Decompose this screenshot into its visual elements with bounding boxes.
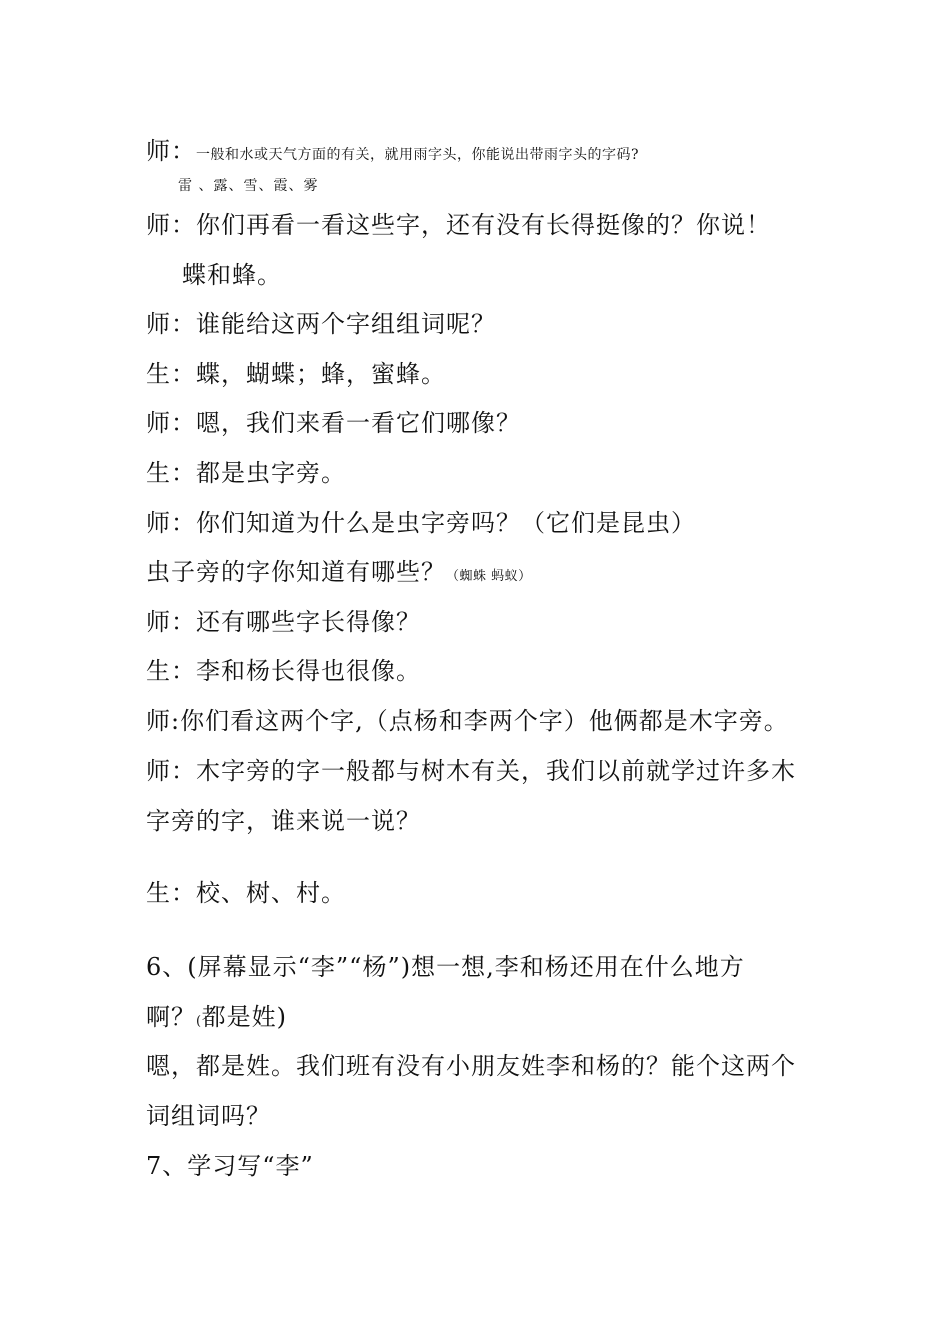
line-text: 一般和水或天气方面的有关，就用雨字头，你能说出带雨字头的字码? bbox=[196, 147, 640, 163]
text-line-13: 师:你们看这两个字,（点杨和李两个字）他俩都是木字旁。 bbox=[146, 707, 789, 735]
line-text: 虫子旁的字你知道有哪些？ bbox=[146, 558, 446, 586]
text-line-2: 雷 、露、雪、霞、雾 bbox=[178, 178, 319, 194]
text-line-19: 嗯，都是姓。我们班有没有小朋友姓李和杨的？能个这两个 bbox=[146, 1052, 796, 1080]
text-line-11: 师：还有哪些字长得像？ bbox=[146, 608, 421, 636]
line-text: 啊？ bbox=[146, 1003, 196, 1031]
text-line-6: 生：蝶，蝴蝶；蜂，蜜蜂。 bbox=[146, 360, 446, 388]
text-line-10 bbox=[146, 557, 532, 592]
text-line-16: 生：校、树、村。 bbox=[146, 879, 346, 907]
text-line-14: 师：木字旁的字一般都与树木有关，我们以前就学过许多木 bbox=[146, 757, 796, 785]
line-tail: 都是姓) bbox=[201, 1003, 287, 1031]
line-note: （蜘蛛 蚂蚁） bbox=[446, 569, 532, 584]
text-line-1 bbox=[146, 136, 639, 170]
text-line-18 bbox=[146, 1002, 287, 1037]
text-line-5: 师：谁能给这两个字组组词呢？ bbox=[146, 310, 496, 338]
text-line-8: 生：都是虫字旁。 bbox=[146, 459, 346, 487]
text-line-12: 生：李和杨长得也很像。 bbox=[146, 657, 421, 685]
text-line-17: 6、(屏幕显示“李”“杨”)想一想,李和杨还用在什么地方 bbox=[146, 953, 745, 981]
text-line-9: 师：你们知道为什么是虫字旁吗？（它们是昆虫） bbox=[146, 509, 696, 537]
speaker-label: 师： bbox=[146, 137, 196, 165]
text-line-3: 师：你们再看一看这些字，还有没有长得挺像的？你说！ bbox=[146, 211, 771, 239]
text-line-15: 字旁的字，谁来说一说？ bbox=[146, 807, 421, 835]
text-line-7: 师：嗯，我们来看一看它们哪像？ bbox=[146, 409, 521, 437]
text-line-20: 词组词吗？ bbox=[146, 1102, 271, 1130]
text-line-4: 蝶和蜂。 bbox=[182, 261, 282, 289]
text-line-21: 7、学习写“李” bbox=[146, 1152, 314, 1180]
line-note: ( bbox=[196, 1014, 202, 1029]
